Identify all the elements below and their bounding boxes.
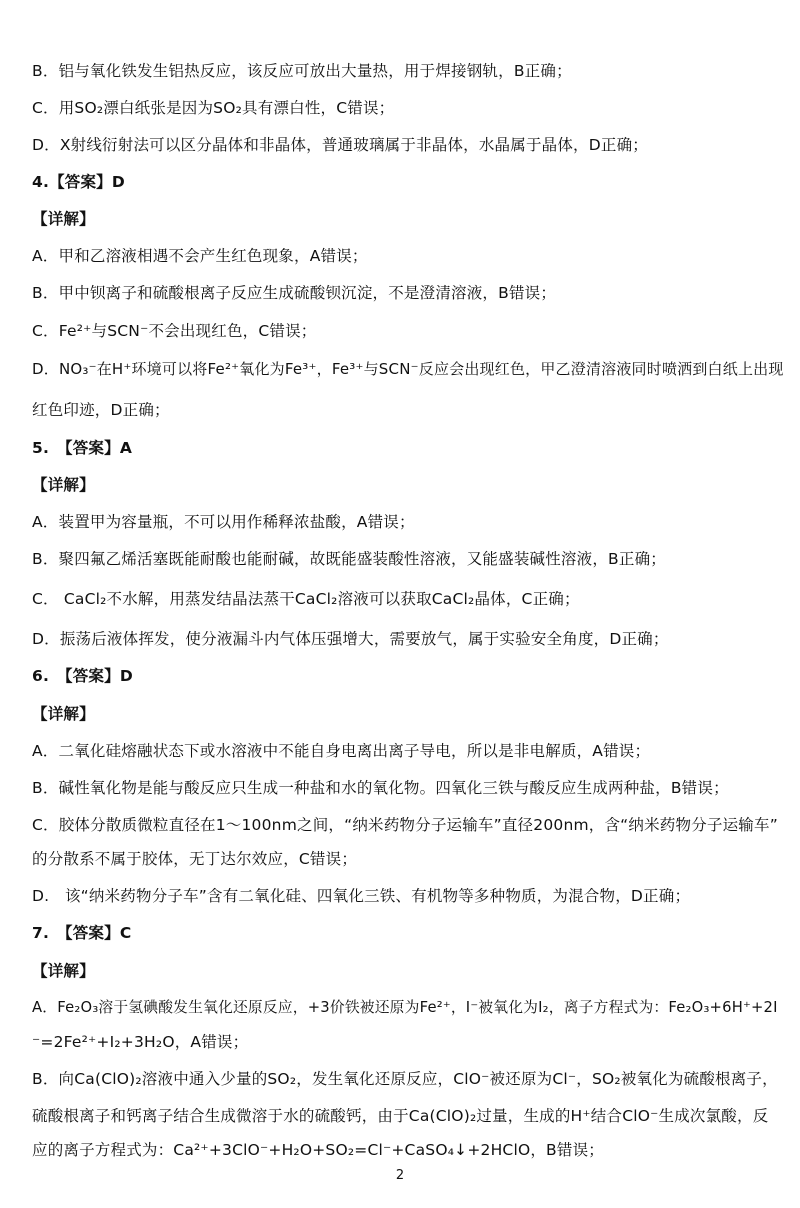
text-line: 硫酸根离子和钙离子结合生成微溶于水的硫酸钙，由于Ca(ClO)₂过量，生成的H⁺结合ClO⁻生成次氯酸，反 (32, 1107, 769, 1125)
text-line: D．NO₃⁻在H⁺环境可以将Fe²⁺氧化为Fe³⁺，Fe³⁺与SCN⁻反应会出现红色，甲乙澄清溶液同时喷洒到白纸上出现 (32, 360, 784, 378)
page-number: 2 (395, 1168, 405, 1183)
answer-heading: 7. 【答案】C (32, 924, 132, 942)
text-line: C．Fe²⁺与SCN⁻不会出现红色，C错误； (32, 322, 317, 340)
text-line: A．二氧化硅熔融状态下或水溶液中不能自身电离出离子导电，所以是非电解质，A错误； (32, 742, 651, 760)
text-line: 的分散系不属于胶体，无丁达尔效应，C错误； (32, 850, 358, 868)
answer-heading: 5. 【答案】A (32, 439, 133, 457)
text-line: B．铝与氧化铁发生铝热反应，该反应可放出大量热，用于焊接钢轨，B正确； (32, 62, 572, 80)
text-line: C．用SO₂漂白纸张是因为SO₂具有漂白性，C错误； (32, 99, 395, 117)
text-line: C．胶体分散质微粒直径在1～100nm之间，“纳米药物分子运输车”直径200nm，含“纳米药物分子运输车” (32, 816, 778, 834)
text-line: D．振荡后液体挥发，使分液漏斗内气体压强增大，需要放气，属于实验安全角度，D正确； (32, 630, 669, 648)
explanation-heading: 【详解】 (32, 476, 95, 494)
text-line: B．向Ca(ClO)₂溶液中通入少量的SO₂，发生氧化还原反应，ClO⁻被还原为Cl⁻，SO₂被氧化为硫酸根离子， (32, 1070, 778, 1088)
text-line: B．甲中钡离子和硫酸根离子反应生成硫酸钡沉淀，不是澄清溶液，B错误； (32, 284, 557, 302)
text-line: A．甲和乙溶液相遇不会产生红色现象，A错误； (32, 247, 368, 265)
text-line: B．聚四氟乙烯活塞既能耐酸也能耐碱，故既能盛装酸性溶液，又能盛装碱性溶液，B正确； (32, 550, 666, 568)
text-line: B．碱性氧化物是能与酸反应只生成一种盐和水的氧化物。四氧化三铁与酸反应生成两种盐，B错误； (32, 779, 729, 797)
answer-heading: 6. 【答案】D (32, 667, 133, 685)
explanation-heading: 【详解】 (32, 210, 95, 228)
text-line: A．装置甲为容量瓶，不可以用作稀释浓盐酸，A错误； (32, 513, 415, 531)
text-line: 应的离子方程式为：Ca²⁺+3ClO⁻+H₂O+SO₂=Cl⁻+CaSO₄↓+2HClO，B错误； (32, 1141, 604, 1159)
text-line: D. 该“纳米药物分子车”含有二氧化硅、四氧化三铁、有机物等多种物质，为混合物，D正确； (32, 887, 691, 905)
text-line: 红色印迹，D正确； (32, 401, 170, 419)
answer-heading: 4.【答案】D (32, 173, 125, 191)
text-line: A．Fe₂O₃溶于氢碘酸发生氧化还原反应，+3价铁被还原为Fe²⁺，I⁻被氧化为I₂，离子方程式为：Fe₂O₃+6H⁺+2I (32, 999, 778, 1016)
explanation-heading: 【详解】 (32, 705, 95, 723)
text-line: ⁻=2Fe²⁺+I₂+3H₂O，A错误； (32, 1033, 249, 1051)
explanation-heading: 【详解】 (32, 962, 95, 980)
text-line: C． CaCl₂不水解，用蒸发结晶法蒸干CaCl₂溶液可以获取CaCl₂晶体，C正确； (32, 590, 580, 608)
text-line: D．X射线衍射法可以区分晶体和非晶体，普通玻璃属于非晶体，水晶属于晶体，D正确； (32, 136, 648, 154)
